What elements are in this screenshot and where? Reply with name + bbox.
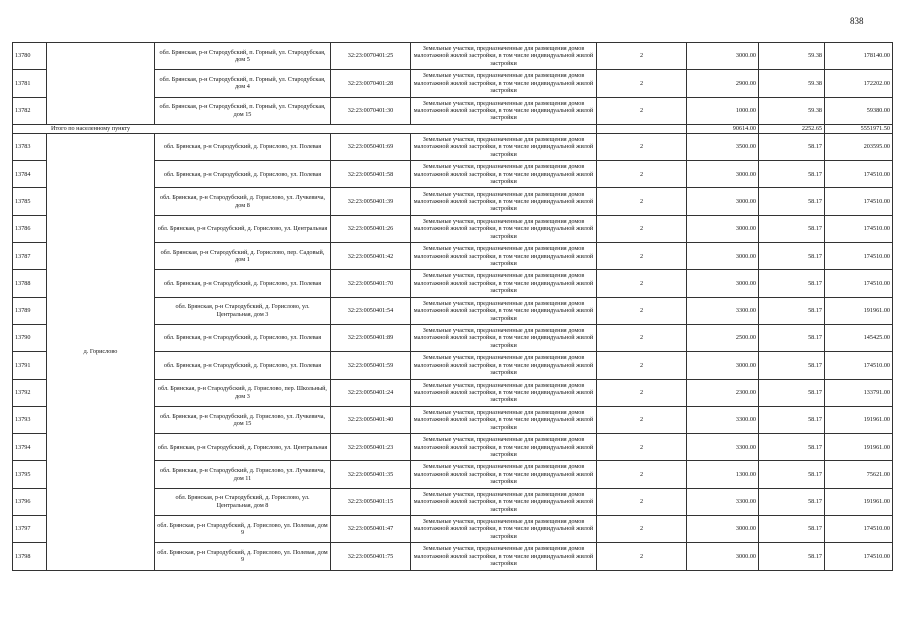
address-cell: обл. Брянская, р-н Стародубский, д. Горислово, ул. Лучкевича, дом 11 <box>155 461 331 488</box>
area-cell: 3500.00 <box>687 133 759 160</box>
value-cell: 191961.00 <box>825 488 893 515</box>
address-cell: обл. Брянская, р-н Стародубский, д. Горислово, ул. Центральная, дом 3 <box>155 297 331 324</box>
category-cell: 2 <box>597 543 687 570</box>
cadastral-number: 32:23:0050401:40 <box>331 406 411 433</box>
cadastral-number: 32:23:0050401:54 <box>331 297 411 324</box>
subtotal-rate: 2252.65 <box>759 124 825 133</box>
record-number: 13794 <box>13 434 47 461</box>
value-cell: 174510.00 <box>825 516 893 543</box>
address-cell: обл. Брянская, р-н Стародубский, д. Горислово, ул. Полевая <box>155 324 331 351</box>
land-use-cell: Земельные участки, предназначенные для размещения домов малоэтажной жилой застройки, в том числе индивидуальной жилой застройки <box>411 379 597 406</box>
cadastral-number: 32:23:0070401:25 <box>331 43 411 70</box>
area-cell: 3000.00 <box>687 43 759 70</box>
value-cell: 191961.00 <box>825 297 893 324</box>
category-cell: 2 <box>597 379 687 406</box>
category-cell: 2 <box>597 188 687 215</box>
record-number: 13786 <box>13 215 47 242</box>
value-cell: 174510.00 <box>825 352 893 379</box>
area-cell: 3000.00 <box>687 270 759 297</box>
area-cell: 3300.00 <box>687 488 759 515</box>
area-cell: 3000.00 <box>687 243 759 270</box>
subtotal-value: 5551971.50 <box>825 124 893 133</box>
value-cell: 174510.00 <box>825 270 893 297</box>
land-use-cell: Земельные участки, предназначенные для размещения домов малоэтажной жилой застройки, в том числе индивидуальной жилой застройки <box>411 133 597 160</box>
category-cell: 2 <box>597 516 687 543</box>
area-cell: 3300.00 <box>687 434 759 461</box>
area-cell: 1000.00 <box>687 97 759 124</box>
table-row <box>13 43 893 70</box>
category-cell: 2 <box>597 434 687 461</box>
category-cell: 2 <box>597 270 687 297</box>
land-use-cell: Земельные участки, предназначенные для размещения домов малоэтажной жилой застройки, в том числе индивидуальной жилой застройки <box>411 97 597 124</box>
value-cell: 59380.00 <box>825 97 893 124</box>
rate-cell: 58.17 <box>759 488 825 515</box>
land-use-cell: Земельные участки, предназначенные для размещения домов малоэтажной жилой застройки, в том числе индивидуальной жилой застройки <box>411 43 597 70</box>
locality-cell <box>47 43 155 125</box>
value-cell: 172202.00 <box>825 70 893 97</box>
subtotal-area: 90614.00 <box>687 124 759 133</box>
record-number: 13789 <box>13 297 47 324</box>
record-number: 13792 <box>13 379 47 406</box>
value-cell: 174510.00 <box>825 243 893 270</box>
record-number: 13791 <box>13 352 47 379</box>
record-number: 13783 <box>13 133 47 160</box>
land-use-cell: Земельные участки, предназначенные для размещения домов малоэтажной жилой застройки, в том числе индивидуальной жилой застройки <box>411 434 597 461</box>
cadastral-number: 32:23:0070401:30 <box>331 97 411 124</box>
rate-cell: 58.17 <box>759 270 825 297</box>
category-cell: 2 <box>597 352 687 379</box>
area-cell: 2900.00 <box>687 70 759 97</box>
value-cell: 174510.00 <box>825 161 893 188</box>
rate-cell: 58.17 <box>759 434 825 461</box>
cadastral-number: 32:23:0050401:15 <box>331 488 411 515</box>
address-cell: обл. Брянская, р-н Стародубский, д. Горислово, ул. Полевая <box>155 161 331 188</box>
rate-cell: 58.17 <box>759 133 825 160</box>
area-cell: 3000.00 <box>687 352 759 379</box>
rate-cell: 58.17 <box>759 352 825 379</box>
record-number: 13787 <box>13 243 47 270</box>
rate-cell: 58.17 <box>759 461 825 488</box>
cadastral-number: 32:23:0050401:26 <box>331 215 411 242</box>
rate-cell: 59.38 <box>759 97 825 124</box>
cadastral-number: 32:23:0050401:35 <box>331 461 411 488</box>
address-cell: обл. Брянская, р-н Стародубский, д. Горислово, ул. Центральная <box>155 215 331 242</box>
area-cell: 3300.00 <box>687 297 759 324</box>
category-cell: 2 <box>597 243 687 270</box>
cadastral-number: 32:23:0050401:42 <box>331 243 411 270</box>
cadastral-number: 32:23:0050401:69 <box>331 133 411 160</box>
category-cell: 2 <box>597 406 687 433</box>
cadastral-number: 32:23:0050401:89 <box>331 324 411 351</box>
land-use-cell: Земельные участки, предназначенные для размещения домов малоэтажной жилой застройки, в том числе индивидуальной жилой застройки <box>411 543 597 570</box>
rate-cell: 58.17 <box>759 324 825 351</box>
category-cell: 2 <box>597 43 687 70</box>
record-number: 13796 <box>13 488 47 515</box>
cadastral-number: 32:23:0050401:75 <box>331 543 411 570</box>
value-cell: 75621.00 <box>825 461 893 488</box>
rate-cell: 58.17 <box>759 297 825 324</box>
land-use-cell: Земельные участки, предназначенные для размещения домов малоэтажной жилой застройки, в том числе индивидуальной жилой застройки <box>411 297 597 324</box>
address-cell: обл. Брянская, р-н Стародубский, д. Горислово, ул. Полевая, дом 9 <box>155 543 331 570</box>
address-cell: обл. Брянская, р-н Стародубский, д. Горислово, ул. Полевая <box>155 270 331 297</box>
table-row <box>13 133 893 160</box>
value-cell: 203595.00 <box>825 133 893 160</box>
category-cell: 2 <box>597 297 687 324</box>
cadastral-number: 32:23:0050401:59 <box>331 352 411 379</box>
record-number: 13793 <box>13 406 47 433</box>
record-number: 13790 <box>13 324 47 351</box>
address-cell: обл. Брянская, р-н Стародубский, п. Горный, ул. Стародубская, дом 15 <box>155 97 331 124</box>
area-cell: 3000.00 <box>687 543 759 570</box>
land-use-cell: Земельные участки, предназначенные для размещения домов малоэтажной жилой застройки, в том числе индивидуальной жилой застройки <box>411 488 597 515</box>
locality-cell: д. Горислово <box>47 133 155 570</box>
land-use-cell: Земельные участки, предназначенные для размещения домов малоэтажной жилой застройки, в том числе индивидуальной жилой застройки <box>411 352 597 379</box>
land-use-cell: Земельные участки, предназначенные для размещения домов малоэтажной жилой застройки, в том числе индивидуальной жилой застройки <box>411 406 597 433</box>
address-cell: обл. Брянская, р-н Стародубский, п. Горный, ул. Стародубская, дом 5 <box>155 43 331 70</box>
address-cell: обл. Брянская, р-н Стародубский, д. Горислово, ул. Полевая, дом 9 <box>155 516 331 543</box>
category-cell: 2 <box>597 461 687 488</box>
record-number: 13785 <box>13 188 47 215</box>
category-cell: 2 <box>597 488 687 515</box>
rate-cell: 58.17 <box>759 516 825 543</box>
record-number: 13780 <box>13 43 47 70</box>
cadastral-number: 32:23:0050401:70 <box>331 270 411 297</box>
land-registry-table <box>12 42 893 571</box>
rate-cell: 59.38 <box>759 43 825 70</box>
rate-cell: 58.17 <box>759 215 825 242</box>
address-cell: обл. Брянская, р-н Стародубский, д. Горислово, ул. Центральная, дом 8 <box>155 488 331 515</box>
area-cell: 2500.00 <box>687 324 759 351</box>
area-cell: 2300.00 <box>687 379 759 406</box>
category-cell: 2 <box>597 70 687 97</box>
page-number: 838 <box>850 16 864 26</box>
value-cell: 133791.00 <box>825 379 893 406</box>
land-use-cell: Земельные участки, предназначенные для размещения домов малоэтажной жилой застройки, в том числе индивидуальной жилой застройки <box>411 188 597 215</box>
category-cell: 2 <box>597 161 687 188</box>
address-cell: обл. Брянская, р-н Стародубский, д. Горислово, пер. Школьный, дом 3 <box>155 379 331 406</box>
rate-cell: 58.17 <box>759 406 825 433</box>
rate-cell: 58.17 <box>759 188 825 215</box>
area-cell: 1300.00 <box>687 461 759 488</box>
subtotal-category-cell <box>597 124 687 133</box>
land-use-cell: Земельные участки, предназначенные для размещения домов малоэтажной жилой застройки, в том числе индивидуальной жилой застройки <box>411 461 597 488</box>
record-number: 13788 <box>13 270 47 297</box>
category-cell: 2 <box>597 133 687 160</box>
address-cell: обл. Брянская, р-н Стародубский, д. Горислово, ул. Центральная <box>155 434 331 461</box>
land-use-cell: Земельные участки, предназначенные для размещения домов малоэтажной жилой застройки, в том числе индивидуальной жилой застройки <box>411 243 597 270</box>
address-cell: обл. Брянская, р-н Стародубский, п. Горный, ул. Стародубская, дом 4 <box>155 70 331 97</box>
address-cell: обл. Брянская, р-н Стародубский, д. Горислово, ул. Лучкевича, дом 15 <box>155 406 331 433</box>
land-use-cell: Земельные участки, предназначенные для размещения домов малоэтажной жилой застройки, в том числе индивидуальной жилой застройки <box>411 161 597 188</box>
area-cell: 3300.00 <box>687 406 759 433</box>
value-cell: 174510.00 <box>825 215 893 242</box>
subtotal-label: Итого по населенному пункту <box>13 124 597 133</box>
cadastral-number: 32:23:0050401:24 <box>331 379 411 406</box>
rate-cell: 58.17 <box>759 161 825 188</box>
rate-cell: 59.38 <box>759 70 825 97</box>
area-cell: 3000.00 <box>687 161 759 188</box>
area-cell: 3000.00 <box>687 215 759 242</box>
record-number: 13782 <box>13 97 47 124</box>
record-number: 13781 <box>13 70 47 97</box>
value-cell: 174510.00 <box>825 188 893 215</box>
address-cell: обл. Брянская, р-н Стародубский, д. Горислово, ул. Лучкевича, дом 8 <box>155 188 331 215</box>
record-number: 13784 <box>13 161 47 188</box>
address-cell: обл. Брянская, р-н Стародубский, д. Горислово, ул. Полевая <box>155 133 331 160</box>
value-cell: 178140.00 <box>825 43 893 70</box>
value-cell: 145425.00 <box>825 324 893 351</box>
area-cell: 3000.00 <box>687 188 759 215</box>
land-use-cell: Земельные участки, предназначенные для размещения домов малоэтажной жилой застройки, в том числе индивидуальной жилой застройки <box>411 70 597 97</box>
category-cell: 2 <box>597 215 687 242</box>
cadastral-number: 32:23:0070401:28 <box>331 70 411 97</box>
area-cell: 3000.00 <box>687 516 759 543</box>
land-use-cell: Земельные участки, предназначенные для размещения домов малоэтажной жилой застройки, в том числе индивидуальной жилой застройки <box>411 324 597 351</box>
value-cell: 191961.00 <box>825 434 893 461</box>
record-number: 13795 <box>13 461 47 488</box>
address-cell: обл. Брянская, р-н Стародубский, д. Горислово, ул. Полевая <box>155 352 331 379</box>
value-cell: 191961.00 <box>825 406 893 433</box>
land-use-cell: Земельные участки, предназначенные для размещения домов малоэтажной жилой застройки, в том числе индивидуальной жилой застройки <box>411 516 597 543</box>
subtotal-row <box>13 124 893 133</box>
rate-cell: 58.17 <box>759 243 825 270</box>
rate-cell: 58.17 <box>759 543 825 570</box>
record-number: 13797 <box>13 516 47 543</box>
cadastral-number: 32:23:0050401:39 <box>331 188 411 215</box>
rate-cell: 58.17 <box>759 379 825 406</box>
land-use-cell: Земельные участки, предназначенные для размещения домов малоэтажной жилой застройки, в том числе индивидуальной жилой застройки <box>411 270 597 297</box>
record-number: 13798 <box>13 543 47 570</box>
cadastral-number: 32:23:0050401:47 <box>331 516 411 543</box>
category-cell: 2 <box>597 324 687 351</box>
value-cell: 174510.00 <box>825 543 893 570</box>
cadastral-number: 32:23:0050401:58 <box>331 161 411 188</box>
land-use-cell: Земельные участки, предназначенные для размещения домов малоэтажной жилой застройки, в том числе индивидуальной жилой застройки <box>411 215 597 242</box>
cadastral-number: 32:23:0050401:23 <box>331 434 411 461</box>
address-cell: обл. Брянская, р-н Стародубский, д. Горислово, пер. Садовый, дом 1 <box>155 243 331 270</box>
category-cell: 2 <box>597 97 687 124</box>
